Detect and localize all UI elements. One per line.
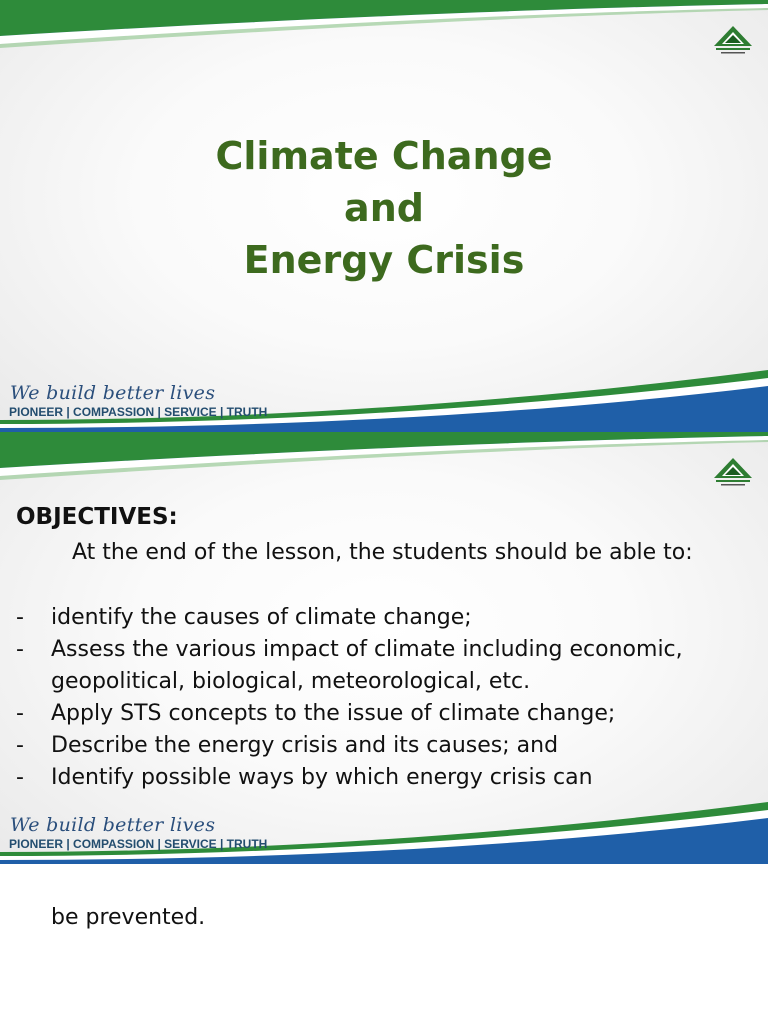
- title-line-2: and: [344, 186, 424, 230]
- bullet-dash: -: [16, 765, 24, 790]
- values-line: PIONEER | COMPASSION | SERVICE | TRUTH: [9, 837, 268, 851]
- bullet-dash: -: [16, 733, 24, 758]
- objective-text: Describe the energy crisis and its causes; and: [51, 733, 559, 758]
- bullet-dash: -: [16, 605, 24, 630]
- list-item: [16, 602, 746, 634]
- bullet-dash: -: [16, 701, 24, 726]
- panpacific-university-logo-icon: [712, 24, 754, 58]
- objective-text: Assess the various impact of climate including economic, geopolitical, biological, meteorological, etc.: [51, 637, 683, 694]
- title-line-1: Climate Change: [215, 134, 553, 178]
- objectives-heading: OBJECTIVES:: [16, 504, 178, 530]
- objectives-list: [16, 602, 746, 794]
- title-slide: [0, 0, 768, 432]
- panpacific-university-logo-icon: [712, 456, 754, 490]
- list-item: [16, 698, 746, 730]
- top-wave-band: [0, 0, 768, 60]
- objectives-slide: [0, 432, 768, 864]
- top-wave-band: [0, 432, 768, 492]
- list-item: [16, 634, 746, 698]
- tagline: We build better lives: [10, 382, 216, 404]
- bullet-dash: -: [16, 637, 24, 662]
- objective-text: Identify possible ways by which energy crisis can: [51, 765, 593, 790]
- objective-text: Apply STS concepts to the issue of climate change;: [51, 701, 616, 726]
- values-line: PIONEER | COMPASSION | SERVICE | TRUTH: [9, 405, 268, 419]
- title-line-3: Energy Crisis: [243, 238, 525, 282]
- list-item: [16, 730, 746, 762]
- objective-text: identify the causes of climate change;: [51, 605, 472, 630]
- overflow-text: be prevented.: [51, 905, 206, 930]
- tagline: We build better lives: [10, 814, 216, 836]
- list-item: [16, 762, 746, 794]
- slide-title: [0, 130, 768, 286]
- objectives-intro: At the end of the lesson, the students should be able to:: [72, 540, 693, 565]
